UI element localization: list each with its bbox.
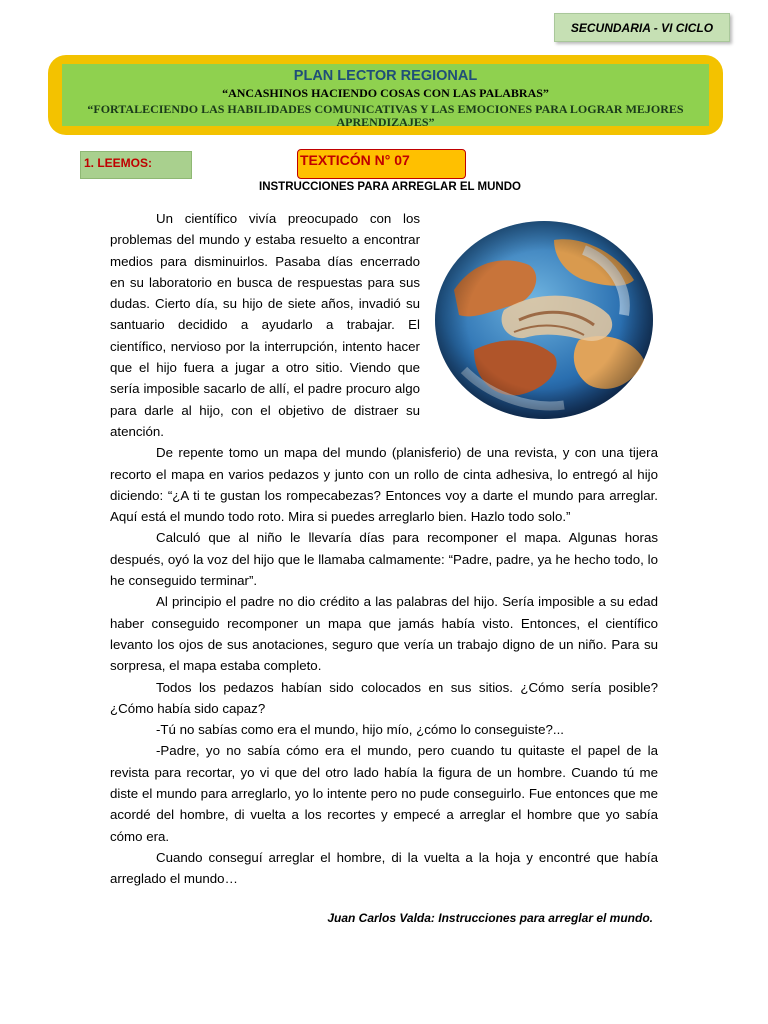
story-paragraph: De repente tomo un mapa del mundo (planisferio) de una revista, y con una tijera recorto el mapa en varios pedazos y junto con un rollo de cinta adhesiva, lo entregó al hijo diciendo: “¿A ti te gustan los rompecabezas? Entonces voy a darte el mundo para arreglar. Aquí está el mundo todo roto. Mira si puedes arreglarlo bien. Hazlo todo solo.” xyxy=(110,445,658,525)
story-paragraph: Al principio el padre no dio crédito a las palabras del hijo. Sería imposible a su edad haber conseguido recomponer un mapa que jamás había visto. Entonces, el científico levanto los ojos de sus anotaciones, seguro que vería un trabajo digno de un niño. Para su sorpresa, el mapa estaba completo. xyxy=(110,594,658,674)
banner-title: PLAN LECTOR REGIONAL xyxy=(293,68,478,84)
story-paragraph: Calculó que al niño le llevaría días para recomponer el mapa. Algunas horas después, oyó la voz del hijo que le llamaba calmamente: “Padre, padre, ya he hecho todo, lo he conseguido terminar”. xyxy=(110,530,658,589)
story-paragraph: -Tú no sabías como era el mundo, hijo mío, ¿cómo lo conseguiste?... xyxy=(156,722,564,738)
program-banner xyxy=(48,55,723,135)
story-paragraph: Un científico vivía preocupado con los problemas del mundo y estaba resuelto a encontrar medios para disminuirlos. Pasaba días encerrado en su laboratorio en busca de respuestas para sus dudas. Cierto día, su hijo de siete años, invadió su santuario decidido a ayudarlo a trabajar. El científico, nervioso por la interrupción, intento hacer que el hijo fuera a jugar a otro sitio. Viendo que sería imposible sacarlo de allí, el padre procuro algo para darle al hijo, con el objetivo de distraer su atención. xyxy=(110,211,420,439)
banner-content xyxy=(62,64,709,129)
story-author: Juan Carlos Valda: Instrucciones para arreglar el mundo. xyxy=(327,911,653,925)
level-badge: SECUNDARIA - VI CICLO xyxy=(554,13,730,42)
story-title: INSTRUCCIONES PARA ARREGLAR EL MUNDO xyxy=(259,181,521,193)
story-paragraph: Cuando conseguí arreglar el hombre, di la vuelta a la hoja y encontré que había arreglado el mundo… xyxy=(110,849,658,887)
story-body xyxy=(110,208,658,890)
banner-subtitle: “ANCASHINOS HACIENDO COSAS CON LAS PALABRAS” xyxy=(222,86,549,100)
banner-motto: “FORTALECIENDO LAS HABILIDADES COMUNICATIVAS Y LAS EMOCIONES PARA LOGRAR MEJORES APRENDIZAJES” xyxy=(87,102,684,129)
story-paragraph: Todos los pedazos habían sido colocados en sus sitios. ¿Cómo sería posible? ¿Cómo había sido capaz? xyxy=(110,679,658,716)
text-number-badge: TEXTICÓN N° 07 xyxy=(297,149,466,179)
story-paragraph: -Padre, yo no sabía cómo era el mundo, pero cuando tu quitaste el papel de la revista para recortar, yo vi que del otro lado había la figura de un hombre. Cuando tú me diste el mundo para arreglarlo, yo lo intente pero no pude conseguirlo. Fue entonces que me acordé del hombre, di vuelta a los recortes y empecé a arreglar el hombre que yo sabía cómo era. xyxy=(110,743,658,844)
section-label: 1. LEEMOS: xyxy=(80,151,192,179)
